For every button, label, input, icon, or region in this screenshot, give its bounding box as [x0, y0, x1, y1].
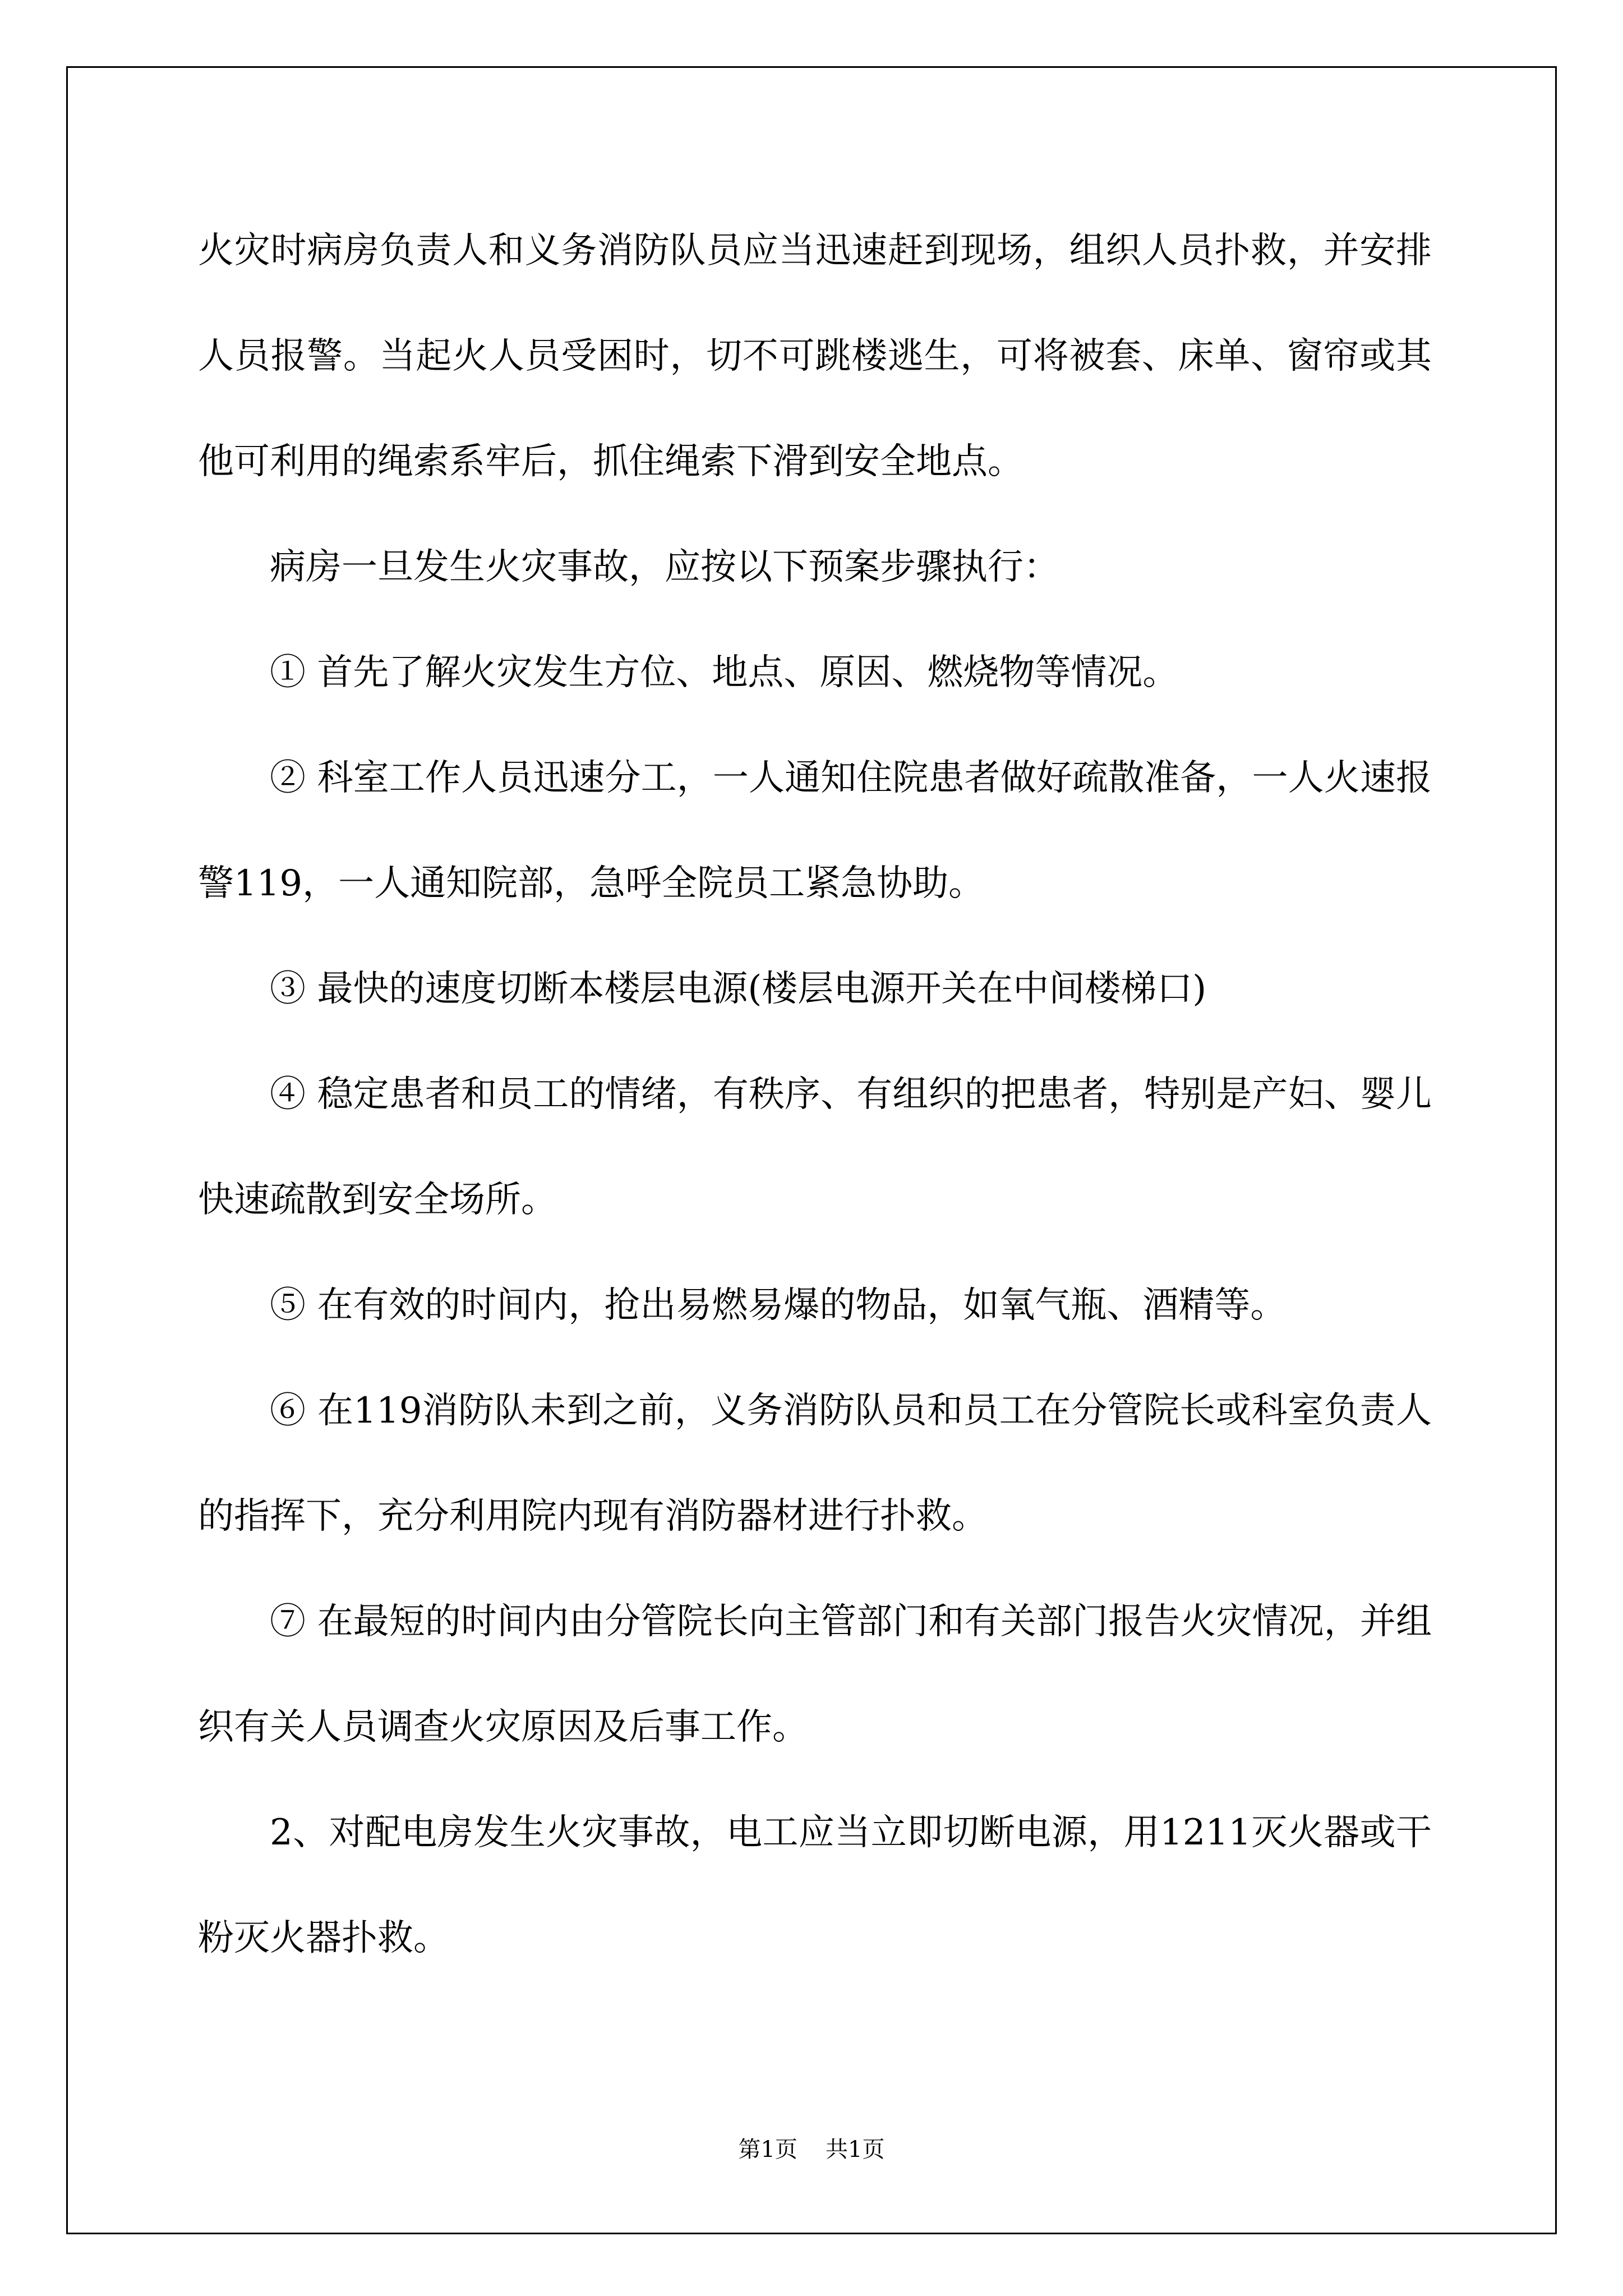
- paragraph-step-2: ② 科室工作人员迅速分工，一人通知住院患者做好疏散准备，一人火速报警119，一人通知院部，急呼全院员工紧急协助。: [198, 757, 1432, 904]
- paragraph-step-7: ⑦ 在最短的时间内由分管院长向主管部门和有关部门报告火灾情况，并组织有关人员调查火灾原因及后事工作。: [198, 1601, 1432, 1748]
- paragraph-plan-intro: 病房一旦发生火灾事故，应按以下预案步骤执行：: [270, 546, 1059, 588]
- paragraph-step-3: ③ 最快的速度切断本楼层电源(楼层电源开关在中间楼梯口): [270, 968, 1207, 1010]
- page-total: 共1页: [826, 2137, 885, 2162]
- paragraph-fire-response: 火灾时病房负责人和义务消防队员应当迅速赶到现场，组织人员扑救，并安排人员报警。当起火人员受困时，切不可跳楼逃生，可将被套、床单、窗帘或其他可利用的绳索系牢后，抓住绳索下滑到安全地点。: [198, 230, 1432, 482]
- paragraph-step-4: ④ 稳定患者和员工的情绪，有秩序、有组织的把患者，特别是产妇、婴儿快速疏散到安全场所。: [198, 1074, 1432, 1221]
- paragraph-switchroom-fire: 2、对配电房发生火灾事故，电工应当立即切断电源，用1211灭火器或干粉灭火器扑救。: [198, 1812, 1432, 1959]
- page-number: 第1页: [738, 2137, 797, 2162]
- page-footer: [0, 2132, 1623, 2164]
- document-body: [198, 198, 1432, 1991]
- paragraph-step-5: ⑤ 在有效的时间内，抢出易燃易爆的物品，如氧气瓶、酒精等。: [270, 1285, 1287, 1326]
- paragraph-step-1: ① 首先了解火灾发生方位、地点、原因、燃烧物等情况。: [270, 652, 1179, 693]
- paragraph-step-6: ⑥ 在119消防队未到之前，义务消防队员和员工在分管院长或科室负责人的指挥下，充分利用院内现有消防器材进行扑救。: [198, 1390, 1432, 1537]
